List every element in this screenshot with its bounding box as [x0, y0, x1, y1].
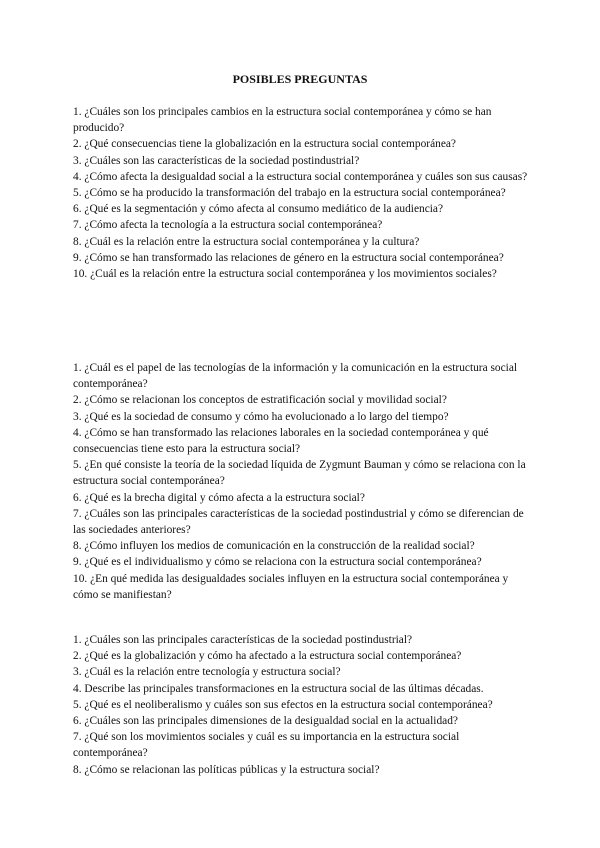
question-item: 5. ¿Cómo se ha producido la transformación del trabajo en la estructura social contemporánea?: [73, 187, 506, 200]
question-list-3: [73, 632, 535, 778]
question-item: 8. ¿Cuál es la relación entre la estructura social contemporánea y la cultura?: [73, 235, 420, 248]
question-item: 4. ¿Cómo afecta la desigualdad social a la estructura social contemporánea y cuáles son sus causas?: [73, 170, 528, 183]
question-item: 5. ¿En qué consiste la teoría de la sociedad líquida de Zygmunt Bauman y cómo se relaciona con la estructura social contemporánea?: [73, 459, 526, 488]
question-item: 2. ¿Qué es la globalización y cómo ha afectado a la estructura social contemporánea?: [73, 650, 462, 663]
question-item: 4. Describe las principales transformaciones en la estructura social de las últimas décadas.: [73, 682, 484, 695]
question-item: 6. ¿Cuáles son las principales dimensiones de la desigualdad social en la actualidad?: [73, 715, 458, 728]
question-item: 9. ¿Cómo se han transformado las relaciones de género en la estructura social contemporánea?: [73, 251, 504, 264]
question-item: 8. ¿Cómo influyen los medios de comunicación en la construcción de la realidad social?: [73, 540, 475, 553]
question-list-2: [73, 360, 535, 603]
question-item: 5. ¿Qué es el neoliberalismo y cuáles son sus efectos en la estructura social contemporánea?: [73, 698, 493, 711]
question-item: 3. ¿Cuáles son las características de la sociedad postindustrial?: [73, 154, 360, 167]
question-item: 3. ¿Qué es la sociedad de consumo y cómo ha evolucionado a lo largo del tiempo?: [73, 410, 449, 423]
question-item: 7. ¿Qué son los movimientos sociales y cuál es su importancia en la estructura social contemporánea?: [73, 731, 460, 760]
question-item: 10. ¿Cuál es la relación entre la estructura social contemporánea y los movimientos sociales?: [73, 268, 497, 281]
question-item: 1. ¿Cuál es el papel de las tecnologías de la información y la comunicación en la estructura social contemporánea?: [73, 362, 518, 391]
question-item: 7. ¿Cuáles son las principales características de la sociedad postindustrial y cómo se diferencian de las sociedades anteriores?: [73, 507, 524, 537]
question-item: 4. ¿Cómo se han transformado las relaciones laborales en la sociedad contemporánea y qué consecuencias tiene esto para la estructura social?: [73, 426, 489, 456]
question-list-1: [73, 104, 535, 282]
question-item: 2. ¿Cómo se relacionan los conceptos de estratificación social y movilidad social?: [73, 394, 447, 407]
page-title: POSIBLES PREGUNTAS: [232, 72, 368, 86]
question-item: 8. ¿Cómo se relacionan las políticas públicas y la estructura social?: [73, 763, 380, 776]
question-item: 6. ¿Qué es la segmentación y cómo afecta al consumo mediático de la audiencia?: [73, 203, 444, 216]
question-item: 7. ¿Cómo afecta la tecnología a la estructura social contemporánea?: [73, 219, 383, 232]
question-item: 10. ¿En qué medida las desigualdades sociales influyen en la estructura social contemporánea y cómo se manifiestan?: [73, 572, 509, 601]
question-item: 9. ¿Qué es el individualismo y cómo se relaciona con la estructura social contemporánea?: [73, 556, 482, 569]
question-item: 1. ¿Cuáles son los principales cambios en la estructura social contemporánea y cómo se han producido?: [73, 106, 492, 135]
question-item: 2. ¿Qué consecuencias tiene la globalización en la estructura social contemporánea?: [73, 138, 456, 151]
question-item: 1. ¿Cuáles son las principales características de la sociedad postindustrial?: [73, 634, 413, 646]
question-item: 3. ¿Cuál es la relación entre tecnología y estructura social?: [73, 666, 341, 679]
question-item: 6. ¿Qué es la brecha digital y cómo afecta a la estructura social?: [73, 491, 365, 504]
